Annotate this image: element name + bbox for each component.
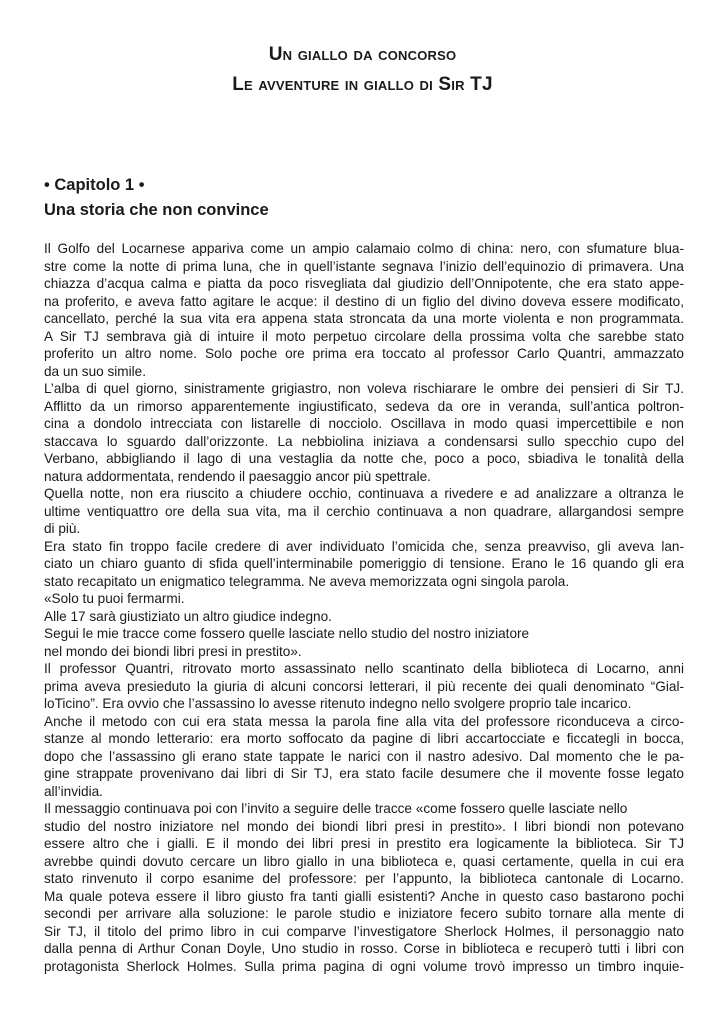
text-line: studio del nostro iniziatore nel mondo dei biondi libri presi in prestito». I libri biondi non potevano: [44, 818, 684, 834]
book-title: [0, 40, 725, 100]
text-line: Anche il metodo con cui era stata messa la parola fine alla vita del professore riconduceva a circo-: [44, 713, 684, 729]
text-line: Quella notte, non era riuscito a chiudere occhio, continuava a rivedere e ad analizzare a oltranza le: [44, 486, 684, 501]
text-line: secondi per arrivare alla soluzione: le parole studio e iniziatore fecero subito tornare alla mente di: [44, 906, 684, 921]
text-line: protagonista Sherlock Holmes. Sulla prima pagina di ogni volume trovò impresso un timbro inquie-: [44, 958, 684, 974]
text-line: staccava lo sguardo dall’orizzonte. La nebbiolina iniziava a condensarsi sullo specchio cupo del: [44, 433, 684, 449]
text-line: chiazza d’acqua calma e piatta da poco risvegliata dal giudizio dell’Onnipotente, che era stato appe-: [44, 276, 684, 291]
text-line: all’invidia.: [44, 783, 103, 799]
text-line: Il messaggio continuava poi con l’invito a seguire delle tracce «come fossero quelle lasciate nello: [44, 801, 628, 816]
text-line: essere altro che i gialli. E il mondo dei libri presi in prestito era logicamente la biblioteca. Sir TJ: [44, 836, 684, 851]
text-line: Afflitto da un rimorso apparentemente ingiustificato, sedeva da ore in veranda, sull’antica poltron-: [44, 398, 684, 414]
title-line-1: Un giallo da concorso: [268, 44, 457, 65]
text-line: stato recapitato un enigmatico telegramma. Ne aveva memorizzata ogni singola parola.: [44, 573, 570, 589]
text-line: Ma quale poteva essere il libro giusto fra tanti gialli esistenti? Anche in questo caso bastarono pochi: [44, 888, 684, 904]
text-line: da un suo simile.: [44, 363, 147, 379]
text-line: cina a dondolo intrecciata con listarelle di nocciolo. Oscillava in modo quasi impercettibile e non: [44, 416, 684, 431]
text-line: ciato un chiaro guanto di sfida quell’interminabile pomeriggio di tensione. Erano le 16 quando gli era: [44, 556, 684, 571]
text-line: ultime ventiquattro ore della sua vita, ma il cerchio continuava a non quadrare, allargandosi sempre: [44, 503, 684, 519]
text-line: natura addormentata, rendendo il paesaggio ancor più spettrale.: [44, 468, 431, 484]
text-line: cancellato, perché la sua vita era appena stata stroncata da una morte violenta e non programmata.: [44, 311, 684, 326]
text-line: di più.: [44, 521, 81, 536]
text-line: dalla penna di Arthur Conan Doyle, Uno studio in rosso. Corse in biblioteca e recuperò tutti i libri con: [44, 941, 684, 956]
text-line: loTicino”. Era ovvio che l’assassino lo avesse ritenuto indegno nello svolgere proprio tale incarico.: [44, 696, 632, 711]
text-line: proferito un altro nome. Solo poche ore prima era toccato al professor Carlo Quantri, ammazzato: [44, 346, 684, 361]
text-line: Il Golfo del Locarnese appariva come un ampio calamaio colmo di china: nero, con sfumature blua-: [44, 241, 684, 256]
text-line: stato rinvenuto il corpo esanime del professore: per l’appunto, la biblioteca cantonale di Locarno.: [44, 871, 684, 886]
text-line: stre come la notte di prima luna, che in quell’istante segnava l’inizio dell’equinozio di primavera. Una: [44, 258, 684, 274]
text-line: nel mondo dei biondi libri presi in prestito».: [44, 643, 302, 659]
text-line: dopo che l’assassino gli erano state tappate le narici con il nastro adesivo. Dal momento che le pa-: [44, 748, 684, 764]
text-line: Alle 17 sarà giustiziato un altro giudice indegno.: [44, 608, 332, 624]
text-line: stanze al mondo letterario: era morto soffocato da pagine di libri accartocciate e ficcategli in bocca,: [44, 731, 684, 746]
chapter-subtitle: Una storia che non convince: [44, 201, 269, 219]
text-line: L’alba di quel giorno, sinistramente grigiastro, non voleva rischiarare le ombre dei pensieri di Sir TJ.: [44, 381, 684, 396]
chapter-label: • Capitolo 1 •: [44, 176, 145, 194]
title-line-2: Le avventure in giallo di Sir TJ: [232, 74, 493, 95]
chapter-heading: [44, 173, 684, 223]
text-line: «Solo tu puoi fermarmi.: [44, 591, 185, 606]
text-line: Sir TJ, il titolo del primo libro in cui comparve l’investigatore Sherlock Holmes, il personaggio nato: [44, 923, 684, 939]
body-text: [44, 240, 684, 975]
text-line: Il professor Quantri, ritrovato morto assassinato nello scantinato della biblioteca di Locarno, anni: [44, 661, 684, 676]
text-line: A Sir TJ sembrava già di intuire il moto perpetuo circolare della prossima volta che sarebbe stato: [44, 328, 684, 344]
text-line: Segui le mie tracce come fossero quelle lasciate nello studio del nostro iniziatore: [44, 626, 530, 641]
text-line: gine strappate provenivano dai libri di Sir TJ, era stato facile desumere che il movente fosse legato: [44, 766, 684, 781]
text-line: avrebbe quindi dovuto cercare un libro giallo in una biblioteca e, quasi certamente, quella in cui era: [44, 853, 684, 869]
text-line: prima aveva presieduto la giuria di alcuni concorsi letterari, il più recente dei quali denominato “Gial-: [44, 678, 684, 694]
text-line: Era stato fin troppo facile credere di aver individuato l’omicida che, senza preavviso, gli aveva lan-: [44, 538, 684, 554]
text-line: na proferito, e aveva fatto agitare le acque: il destino di un figlio del divino doveva essere modificato,: [44, 293, 684, 309]
text-line: Verbano, abbigliando il lago di una vestaglia da notte che, poco a poco, sbiadiva le tonalità della: [44, 451, 684, 466]
